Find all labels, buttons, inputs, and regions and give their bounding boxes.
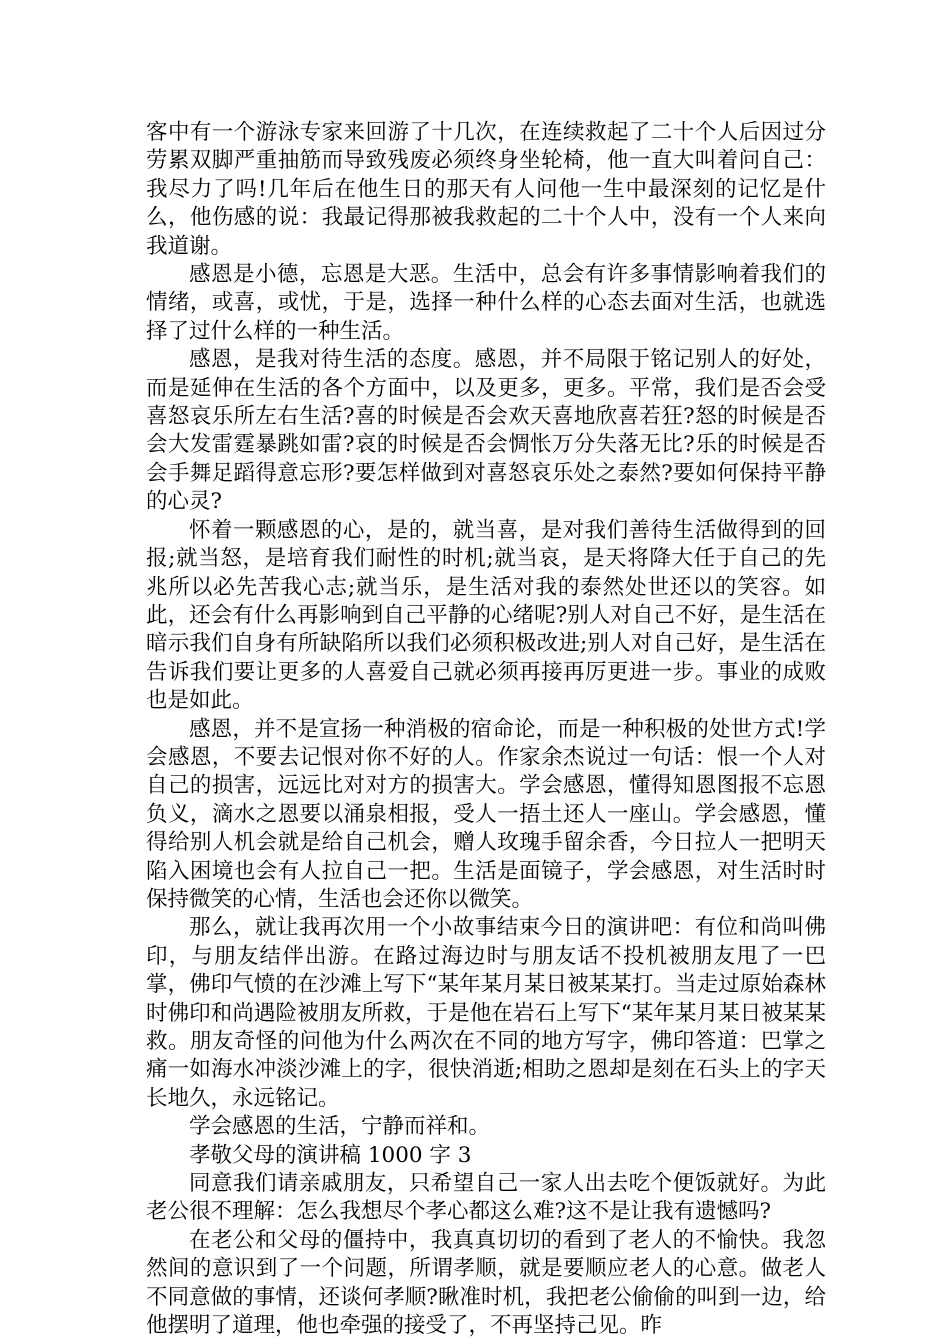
paragraph-monk-story: 那么，就让我再次用一个小故事结束今日的演讲吧：有位和尚叫佛印，与朋友结伴出游。在路过海边时与朋友话不投机被朋友甩了一巴掌，佛印气愤的在沙滩上写下“某年某月某日被某某打。当走过原始森林时佛印和尚遇险被朋友所救，于是他在岩石上写下“某年某月某日被某某救。朋友奇怪的问他为什么两次在不同的地方写字，佛印答道：巴掌之痛一如海水冲淡沙滩上的字，很快消逝;相助之恩却是刻在石头上的字天长地久，永远铭记。 xyxy=(146,915,826,1111)
paragraph-gratitude-attitude: 感恩，是我对待生活的态度。感恩，并不局限于铭记别人的好处，而是延伸在生活的各个方面中，以及更多，更多。平常，我们是否会受喜怒哀乐所左右生活?喜的时候是否会欢天喜地欣喜若狂?怒的时候是否会大发雷霆暴跳如雷?哀的时候是否会惆怅万分失落无比?乐的时候是否会手舞足蹈得意忘形?要怎样做到对喜怒哀乐处之泰然?要如何保持平静的心灵? xyxy=(146,347,826,515)
paragraph-family-dinner: 同意我们请亲戚朋友，只希望自己一家人出去吃个便饭就好。为此老公很不理解：怎么我想尽个孝心都这么难?这不是让我有遗憾吗? xyxy=(146,1171,826,1225)
paragraph-gratitude-virtue: 感恩是小德，忘恩是大恶。生活中，总会有许多事情影响着我们的情绪，或喜，或忧，于是，选择一种什么样的心态去面对生活，也就选择了过什么样的一种生活。 xyxy=(146,262,826,344)
document-body xyxy=(146,119,826,1340)
section-heading: 孝敬父母的演讲稿 1000 字 3 xyxy=(189,1142,472,1168)
paragraph-swimmer-story: 客中有一个游泳专家来回游了十几次，在连续救起了二十个人后因过分劳累双脚严重抽筋而导致残废必须终身坐轮椅，他一直大叫着问自己：我尽力了吗!几年后在他生日的那天有人问他一生中最深刻的记忆是什么，他伤感的说：我最记得那被我救起的二十个人中，没有一个人来向我道谢。 xyxy=(146,120,826,259)
paragraph-positive-attitude: 感恩，并不是宣扬一种消极的宿命论，而是一种积极的处世方式!学会感恩，不要去记恨对你不好的人。作家余杰说过一句话：恨一个人对自己的损害，远远比对对方的损害大。学会感恩，懂得知恩图报不忘恩负义，滴水之恩要以涌泉相报，受人一捂土还人一座山。学会感恩，懂得给别人机会就是给自己机会，赠人玫瑰手留余香，今日拉人一把明天陷入困境也会有人拉自己一把。生活是面镜子，学会感恩，对生活时时保持微笑的心情，生活也会还你以微笑。 xyxy=(146,716,826,912)
paragraph-closing-line: 学会感恩的生活，宁静而祥和。 xyxy=(189,1114,491,1140)
paragraph-filial-piety: 在老公和父母的僵持中，我真真切切的看到了老人的不愉快。我忽然间的意识到了一个问题，所谓孝顺，就是要顺应老人的心意。做老人不同意做的事情，还谈何孝顺?瞅准时机，我把老公偷偷的叫到一边，给他摆明了道理，他也牵强的接受了，不再坚持己见。昨 xyxy=(146,1227,826,1339)
paragraph-grateful-heart: 怀着一颗感恩的心，是的，就当喜，是对我们善待生活做得到的回报;就当怒，是培育我们耐性的时机;就当哀，是天将降大任于自己的先兆所以必先苦我心志;就当乐，是生活对我的泰然处世还以的笑容。如此，还会有什么再影响到自己平静的心绪呢?别人对自己不好，是生活在暗示我们自身有所缺陷所以我们必须积极改进;别人对自己好，是生活在告诉我们要让更多的人喜爱自己就必须再接再厉更进一步。事业的成败也是如此。 xyxy=(146,517,826,714)
